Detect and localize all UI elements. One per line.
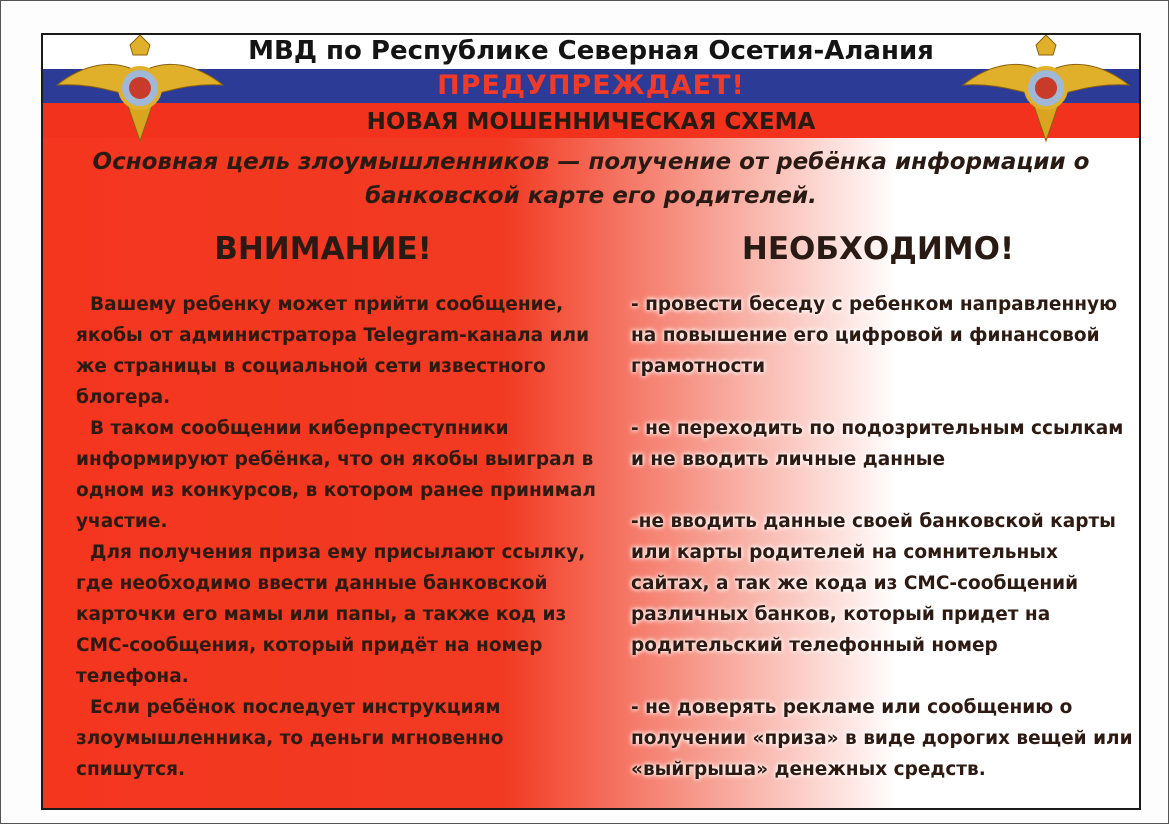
subtitle-line: Основная цель злоумышленников — получение от ребёнка информации о [92, 149, 1090, 175]
subtitle [43, 145, 1139, 213]
poster-title: МВД по Республике Северная Осетия-Алания [248, 36, 934, 66]
paragraph: В таком сообщении киберпреступники информируют ребёнка, что он якобы выиграл в одном из конкурсов, в котором ранее принимал участие. [76, 418, 596, 532]
paragraph: Вашему ребенку может прийти сообщение, якобы от администратора Telegram-канала или же страницы в социальной сети известного блогера. [76, 294, 590, 408]
list-item: - не переходить по подозрительным ссылкам и не вводить личные данные [631, 418, 1124, 470]
required-list [631, 289, 1141, 810]
attention-heading: ВНИМАНИЕ! [214, 231, 432, 267]
subtitle-line: банковской карте его родителей. [365, 183, 817, 209]
paragraph: Для получения приза ему присылают ссылку, где необходимо ввести данные банковской карточки его мамы или папы, а также код из СМС-сообщения, который придёт на номер телефона. [76, 542, 586, 687]
scheme-heading: НОВАЯ МОШЕННИЧЕСКАЯ СХЕМА [366, 109, 816, 135]
required-heading: НЕОБХОДИМО! [741, 231, 1015, 267]
warning-banner: ПРЕДУПРЕЖДАЕТ! [437, 70, 745, 101]
paragraph: Если ребёнок последует инструкциям злоумышленника, то деньги мгновенно спишутся. [76, 697, 504, 780]
attention-text [76, 289, 616, 785]
list-item: - провести беседу с ребенком направленную на повышение его цифровой и финансовой грамотности [631, 294, 1118, 377]
list-item: -не вводить данные своей банковской карты или карты родителей на сомнительных сайтах, а так же кода из СМС-сообщений различных банков, который придет на родительский телефонный номер [631, 511, 1116, 656]
poster-frame [41, 33, 1141, 810]
list-item: - не доверять рекламе или сообщению о получении «приза» в виде дорогих вещей или «выйгрыша» денежных средств. [631, 697, 1133, 780]
